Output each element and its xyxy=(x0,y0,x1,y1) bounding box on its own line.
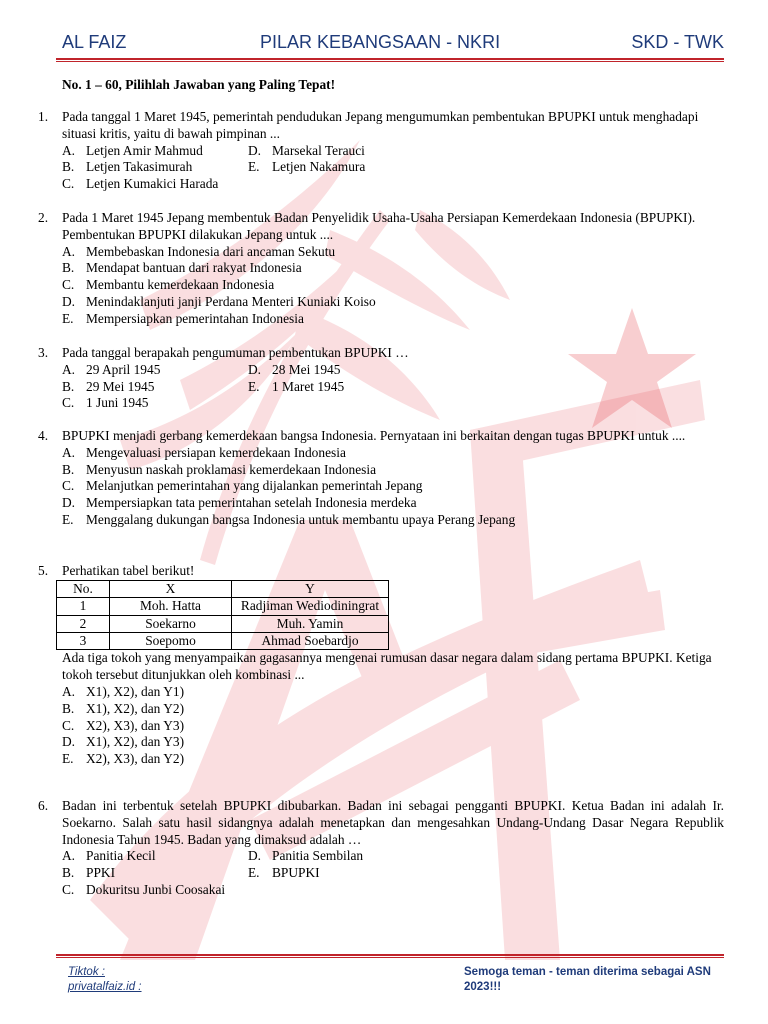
question-3 xyxy=(38,345,724,412)
question-number: 2. xyxy=(38,210,49,225)
option-c[interactable]: C. Melanjutkan pemerintahan yang dijalankan pemerintah Jepang xyxy=(62,478,423,494)
header-title: PILAR KEBANGSAAN - NKRI xyxy=(260,32,501,52)
option-e[interactable]: E. Mempersiapkan pemerintahan Indonesia xyxy=(62,310,304,326)
table-header: Y xyxy=(232,580,389,597)
option-b[interactable]: B. PPKI xyxy=(62,865,116,881)
question-number: 5. xyxy=(38,563,49,578)
header-rule xyxy=(56,58,724,60)
footer-rule xyxy=(56,954,724,956)
option-row xyxy=(62,379,724,396)
question-number: 6. xyxy=(38,798,49,813)
table-row xyxy=(57,633,389,650)
question-text: Pada 1 Maret 1945 Jepang membentuk Badan Penyelidik Usaha-Usaha Persiapan Kemerdekaan Indonesia (BPUPKI). Pembentukan BPUPKI dilakukan Jepang untuk .... xyxy=(62,210,696,242)
question-text: Perhatikan tabel berikut! xyxy=(62,563,195,578)
option-a[interactable]: A. Membebaskan Indonesia dari ancaman Sekutu xyxy=(62,243,336,259)
option-d[interactable]: D. Menindaklanjuti janji Perdana Menteri Kuniaki Koiso xyxy=(62,293,376,309)
table-cell: Ahmad Soebardjo xyxy=(232,633,389,650)
table-cell: Muh. Yamin xyxy=(232,615,389,632)
footer-social xyxy=(68,965,142,995)
option-c[interactable]: C. Dokuritsu Junbi Coosakai xyxy=(62,881,226,897)
option-d[interactable]: D. Mempersiapkan tata pemerintahan setelah Indonesia merdeka xyxy=(62,495,417,511)
question-number: 1. xyxy=(38,109,49,124)
table-cell: 2 xyxy=(57,615,110,632)
table-cell: 3 xyxy=(57,633,110,650)
table-header: No. xyxy=(57,580,110,597)
option-row xyxy=(62,159,724,176)
question-text: BPUPKI menjadi gerbang kemerdekaan bangsa Indonesia. Pernyataan ini berkaitan dengan tugas BPUPKI untuk .... xyxy=(62,428,686,443)
option-c[interactable]: C. Letjen Kumakici Harada xyxy=(62,176,219,192)
option-a[interactable]: A. Letjen Amir Mahmud xyxy=(62,142,203,158)
option-c[interactable]: C. Membantu kemerdekaan Indonesia xyxy=(62,277,275,293)
table-cell: Soekarno xyxy=(110,615,232,632)
table-cell: Moh. Hatta xyxy=(110,598,232,615)
question-text: Badan ini terbentuk setelah BPUPKI dibubarkan. Badan ini sebagai pengganti BPUPKI. Ketua Badan ini adalah Ir. Soekarno. Salah satu hasil sidangnya adalah menetapkan dan mengesahkan Undang-Undang Dasar Negara Republik Indonesia Tahun 1945. Badan yang dimaksud adalah … xyxy=(62,798,724,847)
option-d[interactable]: D. Marsekal Terauci xyxy=(248,142,365,158)
option-row xyxy=(62,395,724,412)
option-a[interactable]: A. 29 April 1945 xyxy=(62,361,161,377)
question-2 xyxy=(38,210,724,328)
option-a[interactable]: A. X1), X2), dan Y1) xyxy=(62,684,185,700)
option-c[interactable]: C. X2), X3), dan Y3) xyxy=(62,717,185,733)
footer-instagram-link[interactable]: privatalfaiz.id : xyxy=(68,981,142,993)
question-6 xyxy=(38,798,724,899)
option-row xyxy=(62,362,724,379)
option-d[interactable]: D. Panitia Sembilan xyxy=(248,848,364,864)
question-1 xyxy=(38,109,724,193)
question-text: Pada tanggal berapakah pengumuman pembentukan BPUPKI … xyxy=(62,345,409,360)
question-text-continued: Ada tiga tokoh yang menyampaikan gagasannya mengenai rumusan dasar negara dalam sidang pertama BPUPKI. Ketiga tokoh tersebut ditunjukkan oleh kombinasi ... xyxy=(62,650,712,683)
option-b[interactable]: B. Letjen Takasimurah xyxy=(62,159,193,175)
table-cell: 1 xyxy=(57,598,110,615)
option-row xyxy=(62,865,724,882)
header-section: SKD - TWK xyxy=(631,32,724,52)
option-row xyxy=(62,882,724,899)
table-row xyxy=(57,598,389,615)
option-e[interactable]: E. 1 Maret 1945 xyxy=(248,378,345,394)
option-a[interactable]: A. Panitia Kecil xyxy=(62,848,156,864)
option-e[interactable]: E. Letjen Nakamura xyxy=(248,159,366,175)
instruction: No. 1 – 60, Pilihlah Jawaban yang Paling Tepat! xyxy=(62,77,336,92)
table-row xyxy=(57,615,389,632)
option-d[interactable]: D. X1), X2), dan Y3) xyxy=(62,734,185,750)
footer-rule-thin xyxy=(56,957,724,958)
option-b[interactable]: B. 29 Mei 1945 xyxy=(62,378,155,394)
option-d[interactable]: D. 28 Mei 1945 xyxy=(248,361,341,377)
option-row xyxy=(62,176,724,193)
page-header xyxy=(62,32,724,56)
option-c[interactable]: C. 1 Juni 1945 xyxy=(62,395,149,411)
table-cell: Soepomo xyxy=(110,633,232,650)
question-text: Pada tanggal 1 Maret 1945, pemerintah pendudukan Jepang mengumumkan pembentukan BPUPKI untuk menghadapi situasi kritis, yaitu di bawah pimpinan ... xyxy=(62,109,699,141)
footer-tiktok-link[interactable]: Tiktok : xyxy=(68,966,105,978)
option-row xyxy=(62,848,724,865)
footer-motto xyxy=(464,965,711,995)
option-a[interactable]: A. Mengevaluasi persiapan kemerdekaan Indonesia xyxy=(62,444,346,460)
footer-motto-line1: Semoga teman - teman diterima sebagai ASN xyxy=(464,966,711,978)
table-header: X xyxy=(110,580,232,597)
option-b[interactable]: B. Mendapat bantuan dari rakyat Indonesia xyxy=(62,260,302,276)
question-4 xyxy=(38,428,724,529)
table-header-row xyxy=(57,580,389,597)
option-e[interactable]: E. X2), X3), dan Y2) xyxy=(62,751,185,767)
footer-motto-line2: 2023!!! xyxy=(464,981,502,993)
question-number: 4. xyxy=(38,428,49,443)
data-table xyxy=(56,580,389,651)
question-number: 3. xyxy=(38,345,49,360)
option-b[interactable]: B. X1), X2), dan Y2) xyxy=(62,700,185,716)
option-row xyxy=(62,143,724,160)
table-cell: Radjiman Wediodiningrat xyxy=(232,598,389,615)
option-e[interactable]: E. Menggalang dukungan bangsa Indonesia untuk membantu upaya Perang Jepang xyxy=(62,511,516,527)
header-rule-thin xyxy=(56,61,724,62)
question-5 xyxy=(38,563,724,768)
option-e[interactable]: E. BPUPKI xyxy=(248,865,320,881)
option-b[interactable]: B. Menyusun naskah proklamasi kemerdekaan Indonesia xyxy=(62,461,377,477)
header-brand: AL FAIZ xyxy=(62,32,127,52)
